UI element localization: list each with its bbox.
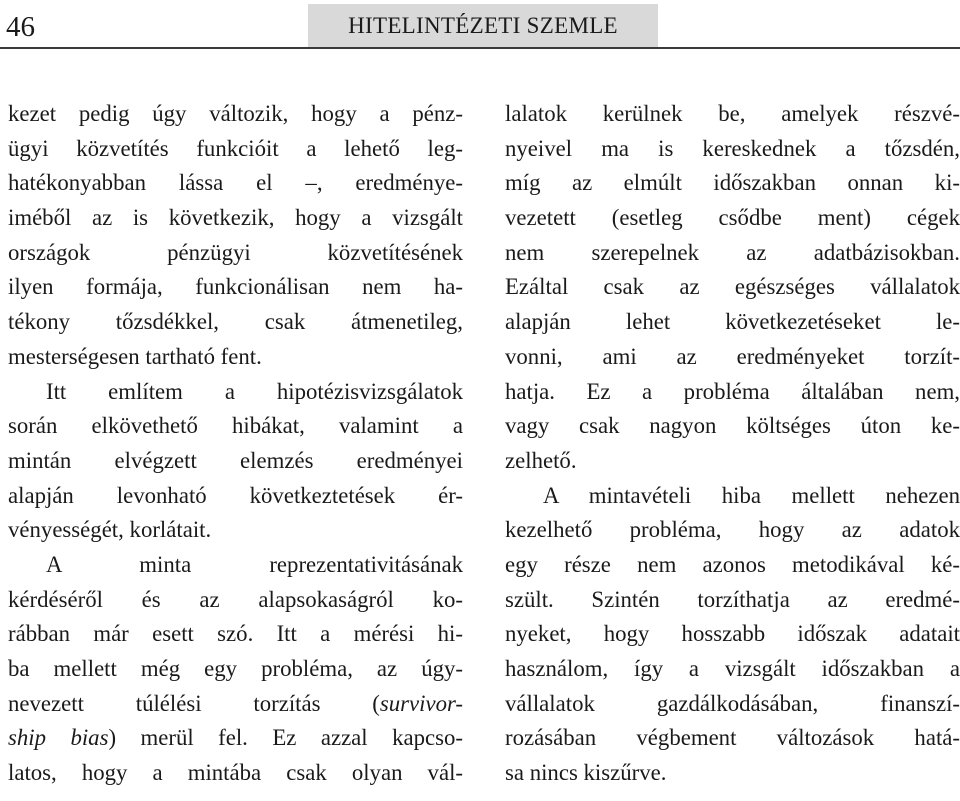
text-segment: egy része nem azonos metodikával ké- [505,551,960,577]
italic-text: ship bias [8,725,109,751]
text-line [505,479,960,514]
text-line [8,409,463,444]
text-line [505,652,960,687]
text-segment: ) merül fel. Ez azzal kapcso- [108,725,463,751]
text-segment: során elkövethető hibákat, valamint a [8,413,463,439]
text-line [8,270,463,305]
text-segment: zelhető. [505,447,577,473]
text-segment: kezelhető probléma, hogy az adatok [505,517,960,543]
text-segment: rozásában végbement változások hatá- [505,725,960,751]
text-segment: rábban már esett szó. Itt a mérési hi- [8,621,463,647]
text-line [8,444,463,479]
text-segment: A minta reprezentativitásának [46,551,463,577]
text-line [505,305,960,340]
text-line [505,687,960,722]
text-segment: alapján lehet következetéseket le- [505,309,960,335]
text-segment: nyeket, hogy hosszabb időszak adatait [505,621,960,647]
text-segment: latos, hogy a mintába csak olyan vál- [8,760,463,786]
text-line [505,444,960,479]
text-line [8,97,463,132]
text-segment: hatékonyabban lássa el –, eredménye- [8,170,463,196]
journal-title: HITELINTÉZETI SZEMLE [348,12,618,38]
page-header [0,0,960,48]
text-line [505,721,960,756]
text-line [505,583,960,618]
text-line [8,513,463,548]
text-line [8,201,463,236]
text-segment: nevezett túlélési torzítás ( [8,690,380,716]
text-segment: mintán elvégzett elemzés eredményei [8,447,463,473]
text-segment: ba mellett még egy probléma, az úgy- [8,656,463,681]
text-segment: míg az elmúlt időszakban onnan ki- [505,170,960,196]
page-number: 46 [6,11,35,43]
text-line [8,756,463,791]
text-line [505,409,960,444]
text-segment: iméből az is következik, hogy a vizsgált [8,205,463,231]
text-line [8,236,463,271]
text-line [8,375,463,410]
text-line [505,97,960,132]
header-rule [0,47,960,49]
text-segment: tékony tőzsdékkel, csak átmenetileg, [8,309,463,335]
text-line [505,132,960,167]
text-line [505,201,960,236]
text-line [8,340,463,375]
text-segment: hatja. Ez a probléma általában nem, [505,378,960,404]
text-line [505,513,960,548]
right-text-column [505,97,960,791]
text-segment: alapján levonható következtetések ér- [8,482,463,508]
text-segment: használom, így a vizsgált időszakban a [505,656,960,681]
text-segment: nyeivel ma is kereskednek a tőzsdén, [505,135,960,161]
text-segment: nem szerepelnek az adatbázisokban. [505,239,960,265]
text-segment: ilyen formája, funkcionálisan nem ha- [8,274,463,300]
journal-title-box [308,4,658,47]
text-segment: vezetett (esetleg csődbe ment) cégek [505,205,960,231]
text-line [8,721,463,756]
text-segment: vagy csak nagyon költséges úton ke- [505,413,960,439]
text-line [8,479,463,514]
text-segment: Ezáltal csak az egészséges vállalatok [505,274,960,300]
text-line [505,166,960,201]
text-line [505,375,960,410]
text-line [8,548,463,583]
text-line [8,617,463,652]
text-segment: kezet pedig úgy változik, hogy a pénz- [8,101,463,126]
text-line [505,756,960,791]
text-line [505,236,960,271]
text-segment: Itt említem a hipotézisvizsgálatok [46,378,463,404]
text-line [8,687,463,722]
text-segment: vállalatok gazdálkodásában, finanszí- [505,690,960,716]
text-segment: vonni, ami az eredményeket torzít- [505,343,960,369]
text-segment: sa nincs kiszűrve. [505,760,667,786]
text-segment: országok pénzügyi közvetítésének [8,239,463,265]
text-segment: kérdéséről és az alapsokaságról ko- [8,586,463,612]
text-segment: lalatok kerülnek be, amelyek részvé- [505,101,960,126]
text-line [505,340,960,375]
text-line [505,617,960,652]
text-segment: mesterségesen tartható fent. [8,343,262,369]
left-text-column [8,97,463,791]
text-line [8,132,463,167]
text-line [8,166,463,201]
text-segment: vényességét, korlátait. [8,517,212,543]
text-line [505,548,960,583]
text-line [8,305,463,340]
text-line [8,583,463,618]
italic-text: survivor- [379,690,463,716]
text-segment: A mintavételi hiba mellett nehezen [543,482,960,508]
text-segment: szült. Szintén torzíthatja az eredmé- [505,586,960,612]
text-segment: ügyi közvetítés funkcióit a lehető leg- [8,135,463,161]
text-line [505,270,960,305]
text-line [8,652,463,687]
